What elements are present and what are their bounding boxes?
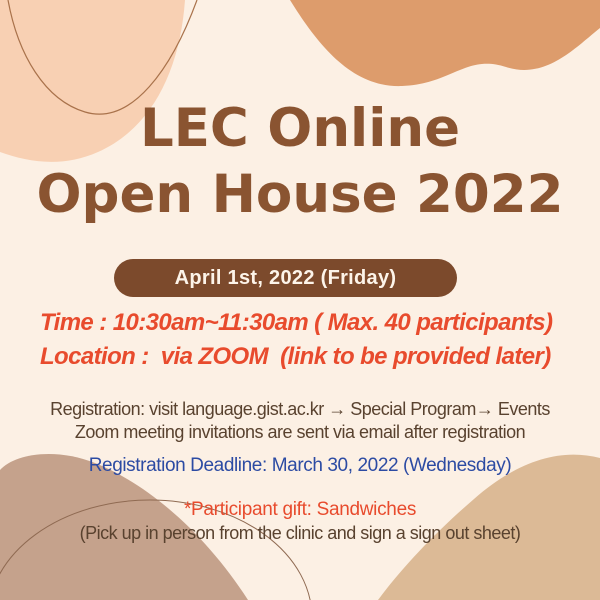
time-line: Time : 10:30am~11:30am ( Max. 40 participants) — [40, 309, 553, 336]
date-badge-label: April 1st, 2022 (Friday) — [174, 266, 397, 289]
registration-line2: Zoom meeting invitations are sent via email after registration — [74, 422, 526, 442]
date-badge — [114, 259, 457, 297]
deadline-line: Registration Deadline: March 30, 2022 (Wednesday) — [88, 455, 512, 476]
location-line: Location : via ZOOM (link to be provided later) — [40, 343, 551, 370]
poster-title — [0, 96, 600, 228]
gift-note-line: (Pick up in person from the clinic and sign a sign out sheet) — [79, 523, 521, 543]
poster-title-line1: LEC Online — [139, 98, 461, 159]
gift-line: *Participant gift: Sandwiches — [183, 499, 417, 520]
blob-top-right — [290, 0, 600, 86]
poster-title-line2: Open House 2022 — [36, 164, 564, 225]
registration-line1: Registration: visit language.gist.ac.kr → Special Program→ Events — [50, 399, 550, 419]
